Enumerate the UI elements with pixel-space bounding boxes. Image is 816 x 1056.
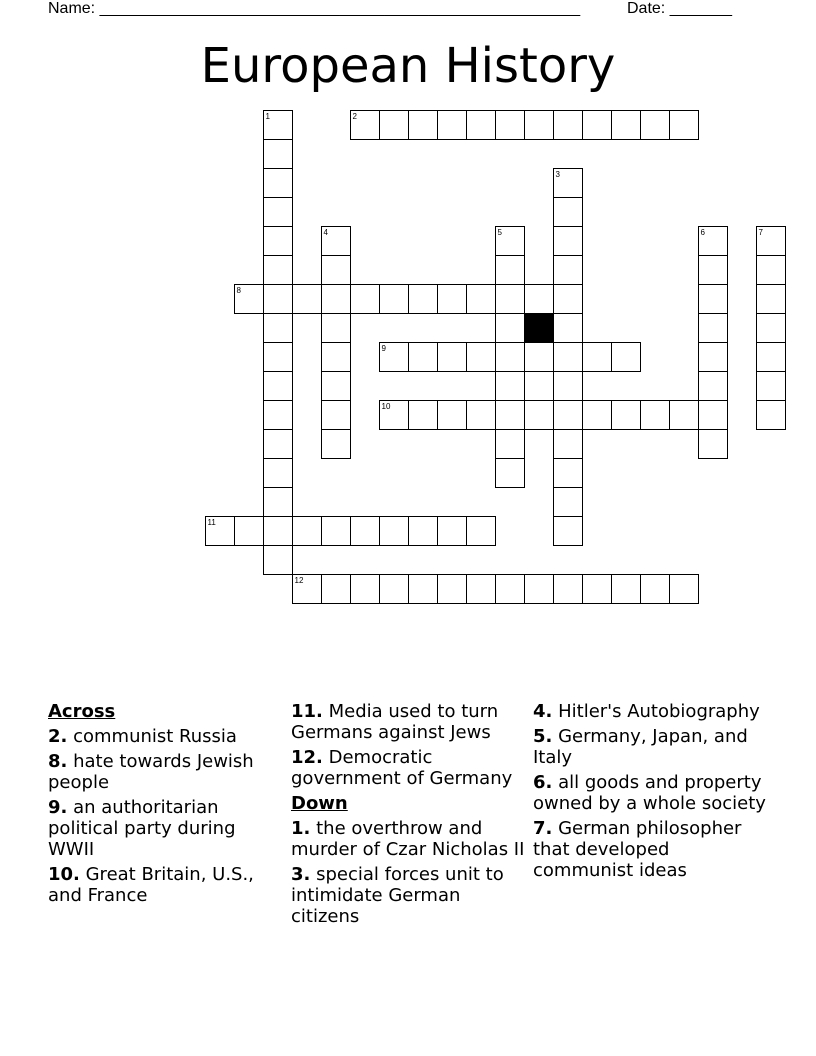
grid-cell[interactable]: [351, 285, 380, 314]
clue-number-3: 3: [555, 170, 560, 179]
grid-cell[interactable]: [409, 575, 438, 604]
clue-item-text: Media used to turn Germans against Jews: [291, 701, 499, 743]
clue-item-number: 4.: [533, 701, 553, 722]
clue-number-11: 11: [207, 518, 216, 527]
clue-item-text: the overthrow and murder of Czar Nicholas II: [291, 818, 525, 860]
grid-cell[interactable]: [322, 401, 351, 430]
grid-cell[interactable]: [525, 401, 554, 430]
clue-item-text: German philosopher that developed communist ideas: [533, 818, 742, 881]
grid-cell[interactable]: [438, 285, 467, 314]
grid-cell[interactable]: [583, 401, 612, 430]
grid-cell[interactable]: [264, 372, 293, 401]
grid-cell[interactable]: [264, 430, 293, 459]
clue-item: [533, 818, 769, 881]
clue-item-number: 1.: [291, 818, 311, 839]
clue-item-number: 3.: [291, 864, 311, 885]
grid-cell[interactable]: [467, 343, 496, 372]
clue-item: [291, 818, 527, 860]
clue-number-2: 2: [352, 112, 357, 121]
grid-cell[interactable]: [264, 140, 293, 169]
grid-cell[interactable]: [525, 285, 554, 314]
grid-cell[interactable]: [496, 401, 525, 430]
grid-cell[interactable]: [496, 256, 525, 285]
grid-cell[interactable]: [525, 111, 554, 140]
clue-item-text: special forces unit to intimidate German citizens: [291, 864, 504, 927]
grid-cell[interactable]: [264, 401, 293, 430]
clue-item-number: 7.: [533, 818, 553, 839]
grid-cell[interactable]: [438, 401, 467, 430]
clue-item-text: hate towards Jewish people: [48, 751, 254, 793]
clue-item: [533, 701, 769, 722]
grid-cell[interactable]: [757, 401, 786, 430]
down-clue-list: [291, 818, 527, 927]
clue-number-4: 4: [323, 228, 328, 237]
grid-cell[interactable]: [641, 575, 670, 604]
grid-cell[interactable]: [554, 401, 583, 430]
page-title: European History: [200, 38, 616, 94]
grid-cell[interactable]: [264, 343, 293, 372]
date-field-label: Date: _______: [627, 0, 732, 17]
clue-number-9: 9: [381, 344, 386, 353]
grid-cell[interactable]: [322, 517, 351, 546]
grid-cell[interactable]: [699, 285, 728, 314]
clue-item: [48, 864, 284, 906]
clue-item: [291, 864, 527, 927]
grid-cell[interactable]: [293, 517, 322, 546]
grid-cell[interactable]: [496, 459, 525, 488]
grid-cell[interactable]: [438, 575, 467, 604]
grid-cell[interactable]: [322, 575, 351, 604]
grid-cell[interactable]: [583, 111, 612, 140]
grid-cell[interactable]: [554, 111, 583, 140]
grid-cell[interactable]: [699, 372, 728, 401]
grid-cell[interactable]: [496, 343, 525, 372]
clue-number-12: 12: [294, 576, 304, 585]
grid-cell[interactable]: [612, 343, 641, 372]
grid-cell[interactable]: [496, 314, 525, 343]
grid-cell[interactable]: [641, 111, 670, 140]
grid-cell[interactable]: [264, 546, 293, 575]
clue-item-number: 5.: [533, 726, 553, 747]
grid-cell[interactable]: [264, 256, 293, 285]
grid-cell[interactable]: [612, 575, 641, 604]
grid-cell[interactable]: [525, 343, 554, 372]
grid-cell[interactable]: [467, 575, 496, 604]
clue-item-text: Hitler's Autobiography: [552, 701, 760, 722]
grid-cell[interactable]: [467, 517, 496, 546]
grid-cell[interactable]: [438, 517, 467, 546]
grid-cell[interactable]: [670, 575, 699, 604]
clue-item-number: 11.: [291, 701, 323, 722]
grid-cell[interactable]: [380, 575, 409, 604]
grid-cell[interactable]: [583, 343, 612, 372]
grid-cell[interactable]: [264, 459, 293, 488]
clue-item-text: Great Britain, U.S., and France: [48, 864, 254, 906]
grid-cell[interactable]: [467, 111, 496, 140]
grid-cell[interactable]: [757, 314, 786, 343]
grid-cell[interactable]: [554, 488, 583, 517]
grid-cell[interactable]: [699, 430, 728, 459]
grid-cell[interactable]: [409, 343, 438, 372]
grid-cell[interactable]: [757, 343, 786, 372]
grid-cell[interactable]: [554, 517, 583, 546]
name-field-label: Name: ______________________________________________________: [48, 0, 581, 17]
clue-item-number: 8.: [48, 751, 68, 772]
across-clue-list-continued: [291, 701, 527, 789]
clue-item: [48, 751, 284, 793]
clue-item-text: Democratic government of Germany: [291, 747, 513, 789]
grid-cell[interactable]: [409, 285, 438, 314]
clue-item-text: an authoritarian political party during WWII: [48, 797, 236, 860]
clue-item: [533, 726, 769, 768]
clue-item: [48, 726, 284, 747]
clue-item: [48, 797, 284, 860]
clue-item-number: 6.: [533, 772, 553, 793]
grid-cell[interactable]: [351, 517, 380, 546]
grid-cell[interactable]: [496, 111, 525, 140]
across-heading: Across: [48, 701, 116, 722]
black-cell: [525, 314, 554, 343]
grid-cell[interactable]: [554, 430, 583, 459]
grid-cell[interactable]: [409, 401, 438, 430]
clue-item-number: 12.: [291, 747, 323, 768]
clue-item-number: 10.: [48, 864, 80, 885]
grid-cell[interactable]: [293, 285, 322, 314]
grid-cell[interactable]: [525, 575, 554, 604]
grid-cell[interactable]: [496, 430, 525, 459]
clue-number-5: 5: [497, 228, 502, 237]
grid-cell[interactable]: [699, 314, 728, 343]
clue-item: [291, 747, 527, 789]
grid-cell[interactable]: [264, 314, 293, 343]
grid-cell[interactable]: [467, 285, 496, 314]
grid-cell[interactable]: [554, 256, 583, 285]
grid-cell[interactable]: [322, 430, 351, 459]
grid-cell[interactable]: [235, 517, 264, 546]
clue-item: [533, 772, 769, 814]
clue-item-number: 2.: [48, 726, 68, 747]
clue-number-7: 7: [758, 228, 763, 237]
grid-cell[interactable]: [612, 401, 641, 430]
grid-cell[interactable]: [496, 575, 525, 604]
clue-item-text: communist Russia: [67, 726, 237, 747]
grid-cell[interactable]: [322, 256, 351, 285]
grid-cell[interactable]: [322, 314, 351, 343]
grid-cell[interactable]: [699, 256, 728, 285]
clue-item-number: 9.: [48, 797, 68, 818]
grid-cell[interactable]: [554, 575, 583, 604]
grid-cell[interactable]: [583, 575, 612, 604]
down-heading: Down: [291, 793, 348, 814]
grid-cell[interactable]: [641, 401, 670, 430]
grid-cell[interactable]: [380, 285, 409, 314]
grid-cell[interactable]: [409, 517, 438, 546]
grid-cell[interactable]: [554, 372, 583, 401]
grid-cell[interactable]: [554, 314, 583, 343]
clue-number-10: 10: [381, 402, 391, 411]
grid-cell[interactable]: [264, 227, 293, 256]
grid-cell[interactable]: [322, 343, 351, 372]
grid-cell[interactable]: [467, 401, 496, 430]
grid-cell[interactable]: [264, 169, 293, 198]
clues-column-1: [48, 701, 284, 910]
clue-number-6: 6: [700, 228, 705, 237]
down-clue-list-continued: [533, 701, 769, 881]
grid-cell[interactable]: [322, 285, 351, 314]
grid-cell[interactable]: [670, 401, 699, 430]
grid-cell[interactable]: [699, 343, 728, 372]
grid-cell[interactable]: [322, 372, 351, 401]
grid-cell[interactable]: [264, 488, 293, 517]
grid-cell[interactable]: [409, 111, 438, 140]
grid-cell[interactable]: [670, 111, 699, 140]
clues-column-3: [533, 701, 769, 885]
clue-item-text: all goods and property owned by a whole society: [533, 772, 766, 814]
grid-cell[interactable]: [264, 198, 293, 227]
grid-cell[interactable]: [757, 256, 786, 285]
grid-cell[interactable]: [554, 343, 583, 372]
grid-cell[interactable]: [380, 517, 409, 546]
grid-cell[interactable]: [612, 111, 641, 140]
clue-item-text: Germany, Japan, and Italy: [533, 726, 748, 768]
grid-cell[interactable]: [438, 111, 467, 140]
grid-cell[interactable]: [757, 285, 786, 314]
grid-cell[interactable]: [496, 285, 525, 314]
clue-number-1: 1: [265, 112, 270, 121]
grid-cell[interactable]: [264, 517, 293, 546]
clue-number-8: 8: [236, 286, 241, 295]
grid-cell[interactable]: [554, 227, 583, 256]
grid-cell[interactable]: [496, 372, 525, 401]
grid-cell[interactable]: [380, 111, 409, 140]
grid-cell[interactable]: [264, 285, 293, 314]
clues-column-2: [291, 701, 527, 931]
across-clue-list: [48, 726, 284, 906]
grid-cell[interactable]: [757, 372, 786, 401]
grid-cell[interactable]: [699, 401, 728, 430]
grid-cell[interactable]: [554, 198, 583, 227]
clue-item: [291, 701, 527, 743]
grid-cell[interactable]: [438, 343, 467, 372]
grid-cell[interactable]: [351, 575, 380, 604]
grid-cell[interactable]: [554, 459, 583, 488]
grid-cell[interactable]: [554, 285, 583, 314]
